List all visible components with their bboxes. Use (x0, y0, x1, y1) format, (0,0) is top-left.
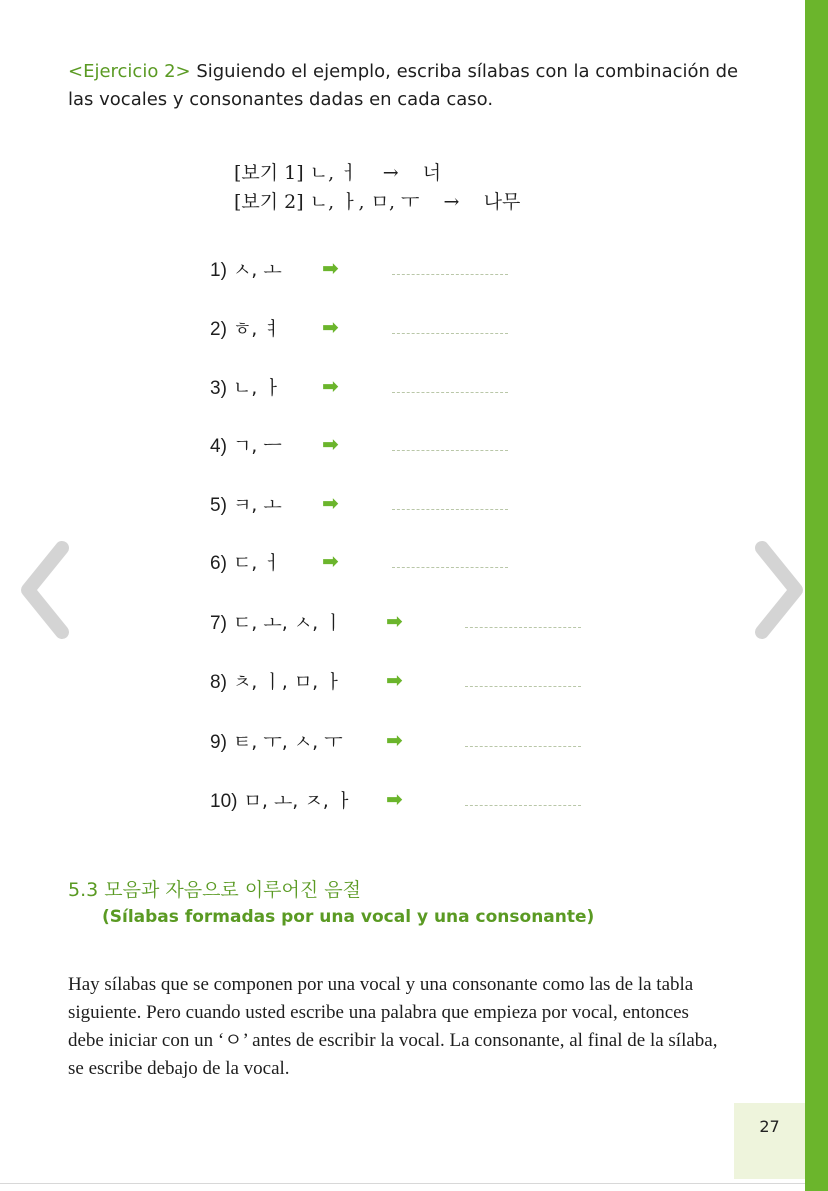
green-arrow-icon: ➡ (386, 609, 403, 633)
next-page-button[interactable] (750, 540, 810, 640)
example-label: [보기 2] (234, 191, 304, 213)
item-number: 5) (210, 495, 227, 516)
answer-blank[interactable] (465, 805, 581, 806)
item-number: 4) (210, 436, 227, 457)
example-letters: ㄴ, ㅏ, ㅁ, ㅜ (309, 191, 420, 213)
example-2 (234, 187, 520, 214)
answer-blank[interactable] (392, 450, 508, 451)
section-heading: 5.3 모음과 자음으로 이루어진 음절 (68, 879, 361, 901)
answer-blank[interactable] (392, 509, 508, 510)
item-letters: ㅋ, ㅗ (232, 494, 282, 516)
item-letters: ㅎ, ㅕ (232, 318, 282, 340)
example-arrow: → (382, 162, 399, 184)
chevron-right-icon (750, 540, 810, 640)
green-arrow-icon: ➡ (322, 491, 339, 515)
example-label: [보기 1] (234, 162, 304, 184)
item-number: 7) (210, 613, 227, 634)
exercise-item (210, 373, 520, 403)
previous-page-button[interactable] (14, 540, 74, 640)
item-letters: ㄷ, ㅓ (232, 552, 282, 574)
item-letters: ㅌ, ㅜ, ㅅ, ㅜ (232, 731, 343, 753)
green-arrow-icon: ➡ (322, 256, 339, 280)
exercise-text: Siguiendo el ejemplo, escriba sílabas con la combinación de las vocales y consonantes dadas en cada caso. (68, 61, 739, 110)
green-arrow-icon: ➡ (386, 728, 403, 752)
exercise-item (210, 727, 590, 757)
answer-blank[interactable] (392, 333, 508, 334)
example-result: 너 (422, 162, 442, 184)
item-number: 6) (210, 553, 227, 574)
exercise-item (210, 431, 520, 461)
exercise-item (210, 548, 520, 578)
example-arrow: → (443, 191, 460, 213)
answer-blank[interactable] (465, 746, 581, 747)
answer-blank[interactable] (392, 567, 508, 568)
exercise-item (210, 667, 590, 697)
item-letters: ㅅ, ㅗ (232, 259, 282, 281)
section-subheading: (Sílabas formadas por una vocal y una consonante) (102, 907, 595, 927)
example-1 (234, 158, 441, 185)
item-number: 3) (210, 378, 227, 399)
page-number-box (734, 1103, 805, 1179)
exercise-item (210, 255, 520, 285)
exercise-item (210, 314, 520, 344)
answer-blank[interactable] (465, 627, 581, 628)
section-body-text: Hay sílabas que se componen por una vocal y una consonante como las de la tabla siguiente. Pero cuando usted escribe una palabra que empieza por vocal, entonces debe iniciar con un ‘ㅇ’ antes de escribir la vocal. La consonante, al final de la sílaba, se escribe debajo de la vocal. (68, 974, 718, 1079)
answer-blank[interactable] (392, 274, 508, 275)
exercise-tag: <Ejercicio 2> (68, 61, 191, 82)
item-number: 9) (210, 732, 227, 753)
green-arrow-icon: ➡ (322, 432, 339, 456)
green-arrow-icon: ➡ (322, 374, 339, 398)
page-number: 27 (759, 1117, 780, 1136)
item-number: 2) (210, 319, 227, 340)
example-letters: ㄴ, ㅓ (309, 162, 359, 184)
exercise-item (210, 608, 590, 638)
exercise-item (210, 490, 520, 520)
item-number: 10) (210, 791, 238, 812)
green-arrow-icon: ➡ (386, 668, 403, 692)
chevron-left-icon (14, 540, 74, 640)
page-bottom-line (0, 1183, 805, 1184)
green-arrow-icon: ➡ (322, 315, 339, 339)
item-number: 8) (210, 672, 227, 693)
answer-blank[interactable] (392, 392, 508, 393)
green-arrow-icon: ➡ (386, 787, 403, 811)
item-letters: ㄴ, ㅏ (232, 377, 282, 399)
item-letters: ㅁ, ㅗ, ㅈ, ㅏ (243, 790, 354, 812)
item-letters: ㄱ, ㅡ (232, 435, 282, 457)
item-letters: ㄷ, ㅗ, ㅅ, ㅣ (232, 612, 343, 634)
exercise-instructions (68, 58, 748, 114)
exercise-item (210, 786, 590, 816)
green-arrow-icon: ➡ (322, 549, 339, 573)
answer-blank[interactable] (465, 686, 581, 687)
item-letters: ㅊ, ㅣ, ㅁ, ㅏ (232, 671, 343, 693)
item-number: 1) (210, 260, 227, 281)
example-result: 나무 (483, 191, 521, 213)
